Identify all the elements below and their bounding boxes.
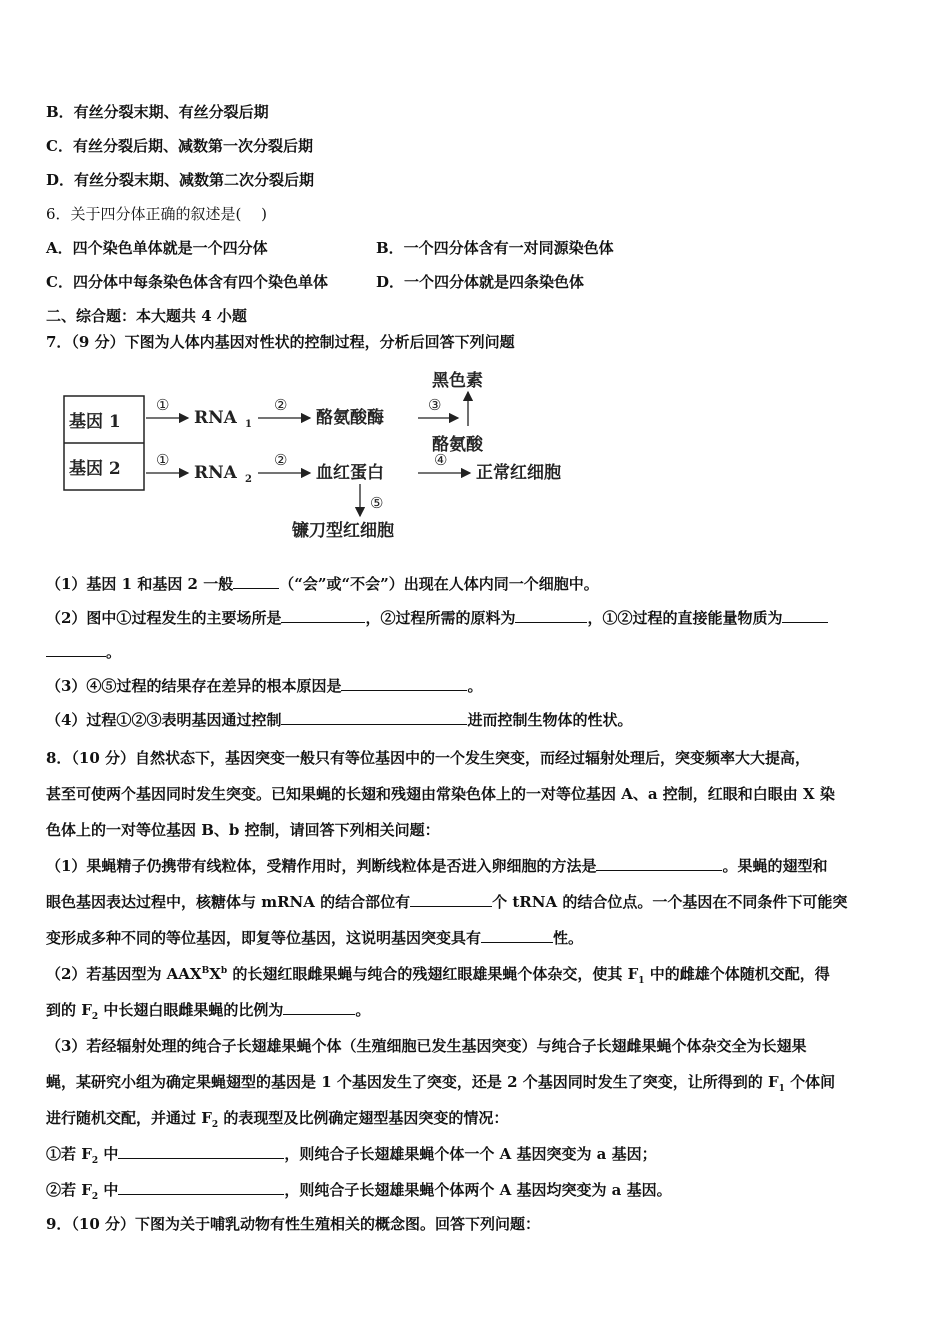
answer-blank[interactable] <box>481 928 553 943</box>
step5-label: ⑤ <box>370 494 384 512</box>
rna2-subscript: 2 <box>245 474 252 485</box>
answer-blank[interactable] <box>233 574 279 589</box>
step2a-label: ② <box>274 396 288 414</box>
gene1-label: 基因 1 <box>69 412 121 432</box>
step1b-label: ① <box>156 451 170 469</box>
answer-blank[interactable] <box>118 1144 284 1159</box>
answer-blank[interactable] <box>515 608 587 623</box>
rna1-label: RNA <box>194 408 237 428</box>
rna2-label: RNA <box>194 463 237 483</box>
hemoglobin-label: 血红蛋白 <box>316 463 384 483</box>
q8-p3-line1: （3）若经辐射处理的纯合子长翅雄果蝇个体（生殖细胞已发生基因突变）与纯合子长翅雌果蝇个体杂交全为长翅果 <box>46 1037 807 1055</box>
answer-blank[interactable] <box>283 1000 355 1015</box>
answer-blank[interactable] <box>118 1180 284 1195</box>
enzyme-label: 酪氨酸酶 <box>316 408 384 428</box>
tyrosine-label: 酪氨酸 <box>432 435 483 455</box>
answer-blank[interactable] <box>281 710 467 725</box>
q5-option-b: B．有丝分裂末期、有丝分裂后期 <box>46 103 269 121</box>
q8-line2: 甚至可使两个基因同时发生突变。已知果蝇的长翅和残翅由常染色体上的一对等位基因 A、a 控制，红眼和白眼由 X 染 <box>46 785 835 803</box>
q6-stem: 6．关于四分体正确的叙述是( ) <box>46 205 268 223</box>
q9-stem: 9．（10 分）下图为关于哺乳动物有性生殖相关的概念图。回答下列问题： <box>46 1215 541 1233</box>
q7-stem: 7．（9 分）下图为人体内基因对性状的控制过程，分析后回答下列问题 <box>46 333 515 351</box>
q5-option-c: C．有丝分裂后期、减数第一次分裂后期 <box>46 137 313 155</box>
gene2-label: 基因 2 <box>69 459 121 479</box>
q6-option-d: D．一个四分体就是四条染色体 <box>376 273 585 291</box>
q6-option-a: A．四个染色单体就是一个四分体 <box>46 239 268 257</box>
gene-expression-diagram <box>60 364 620 544</box>
q6-option-b: B．一个四分体含有一对同源染色体 <box>376 239 614 257</box>
q7-subquestions: （1）基因 1 和基因 2 一般 （“会”或“不会”）出现在人体内同一个细胞中。 （2）图中①过程发生的主要场所是 ，②过程所需的原料为 ，①②过程的直接能量物质为 。 （3）④⑤过程的结果存在差异的根本原因是 。 （4）过程①②③表明基因通过控制 进而控制生物体的性状。 <box>46 566 906 736</box>
q6-option-c: C．四分体中每条染色体含有四个染色单体 <box>46 273 328 291</box>
section-heading: 二、综合题：本大题共 4 小题 <box>46 307 247 325</box>
q8-line3: 色体上的一对等位基因 B、b 控制，请回答下列相关问题： <box>46 821 440 839</box>
answer-blank[interactable] <box>782 608 828 623</box>
answer-blank[interactable] <box>341 676 467 691</box>
rna1-subscript: 1 <box>245 419 252 430</box>
melanin-label: 黑色素 <box>432 371 483 391</box>
q8-line1: 8．（10 分）自然状态下，基因突变一般只有等位基因中的一个发生突变，而经过辐射处理后，突变频率大大提高， <box>46 749 811 767</box>
answer-blank[interactable] <box>46 642 106 657</box>
q5-option-d: D．有丝分裂末期、减数第二次分裂后期 <box>46 171 315 189</box>
sickle-rbc-label: 镰刀型红细胞 <box>292 521 394 541</box>
answer-blank[interactable] <box>410 892 492 907</box>
answer-blank[interactable] <box>596 856 722 871</box>
normal-rbc-label: 正常红细胞 <box>476 463 561 483</box>
q8-block: 8．（10 分）自然状态下，基因突变一般只有等位基因中的一个发生突变，而经过辐射处理后，突变频率大大提高， 甚至可使两个基因同时发生突变。已知果蝇的长翅和残翅由常染色体上的一对等位基因 A、a 控制，红眼和白眼由 X 染 色体上的一对等位基因 B、b 控制，请回答下列相关问题： （1）果蝇精子仍携带有线粒体，受精作用时，判断线粒体是否进入卵细胞的方法是 。果蝇的翅型和 眼色基因表达过程中，核糖体与 mRNA 的结合部位有 个 tRNA 的结合位点。一个基因在不同条件下可能突 变形成多种不同的等位基因，即复等位基因，这说明基因突变具有 性。 （2）若基因型为 $AAX^BX^b$ 的长翅红眼雌果蝇与纯合的残翅红眼雄果蝇个体杂交，使其 $F_1$ 中的雌雄个体随机交配，得 到的 $F_2$ 中长翅白眼雌果蝇的比例为 。 （3）若经辐射处理的纯合子长翅雄果蝇个体（生殖细胞已发生基因突变）与纯合子长翅雌果蝇个体杂交全为长翅果 蝇，某研究小组为确定果蝇翅型的基因是 1 个基因发生了突变，还是 2 个基因同时发生了突变，让所得到的 $F_1$ 个体间 进行随机交配，并通过 $F_2$ 的表现型及比例确定翅型基因突变的情况： ①若 $F_2$ 中 ，则纯合子长翅雄果蝇个体一个 A 基因突变为 a 基因； ②若 $F_2$ 中 ，则纯合子长翅雄果蝇个体两个 A 基因均突变为 a 基因。 <box>46 740 906 1208</box>
answer-blank[interactable] <box>281 608 365 623</box>
step2b-label: ② <box>274 451 288 469</box>
step3-label: ③ <box>428 396 442 414</box>
step4-label: ④ <box>434 451 448 469</box>
step1a-label: ① <box>156 396 170 414</box>
